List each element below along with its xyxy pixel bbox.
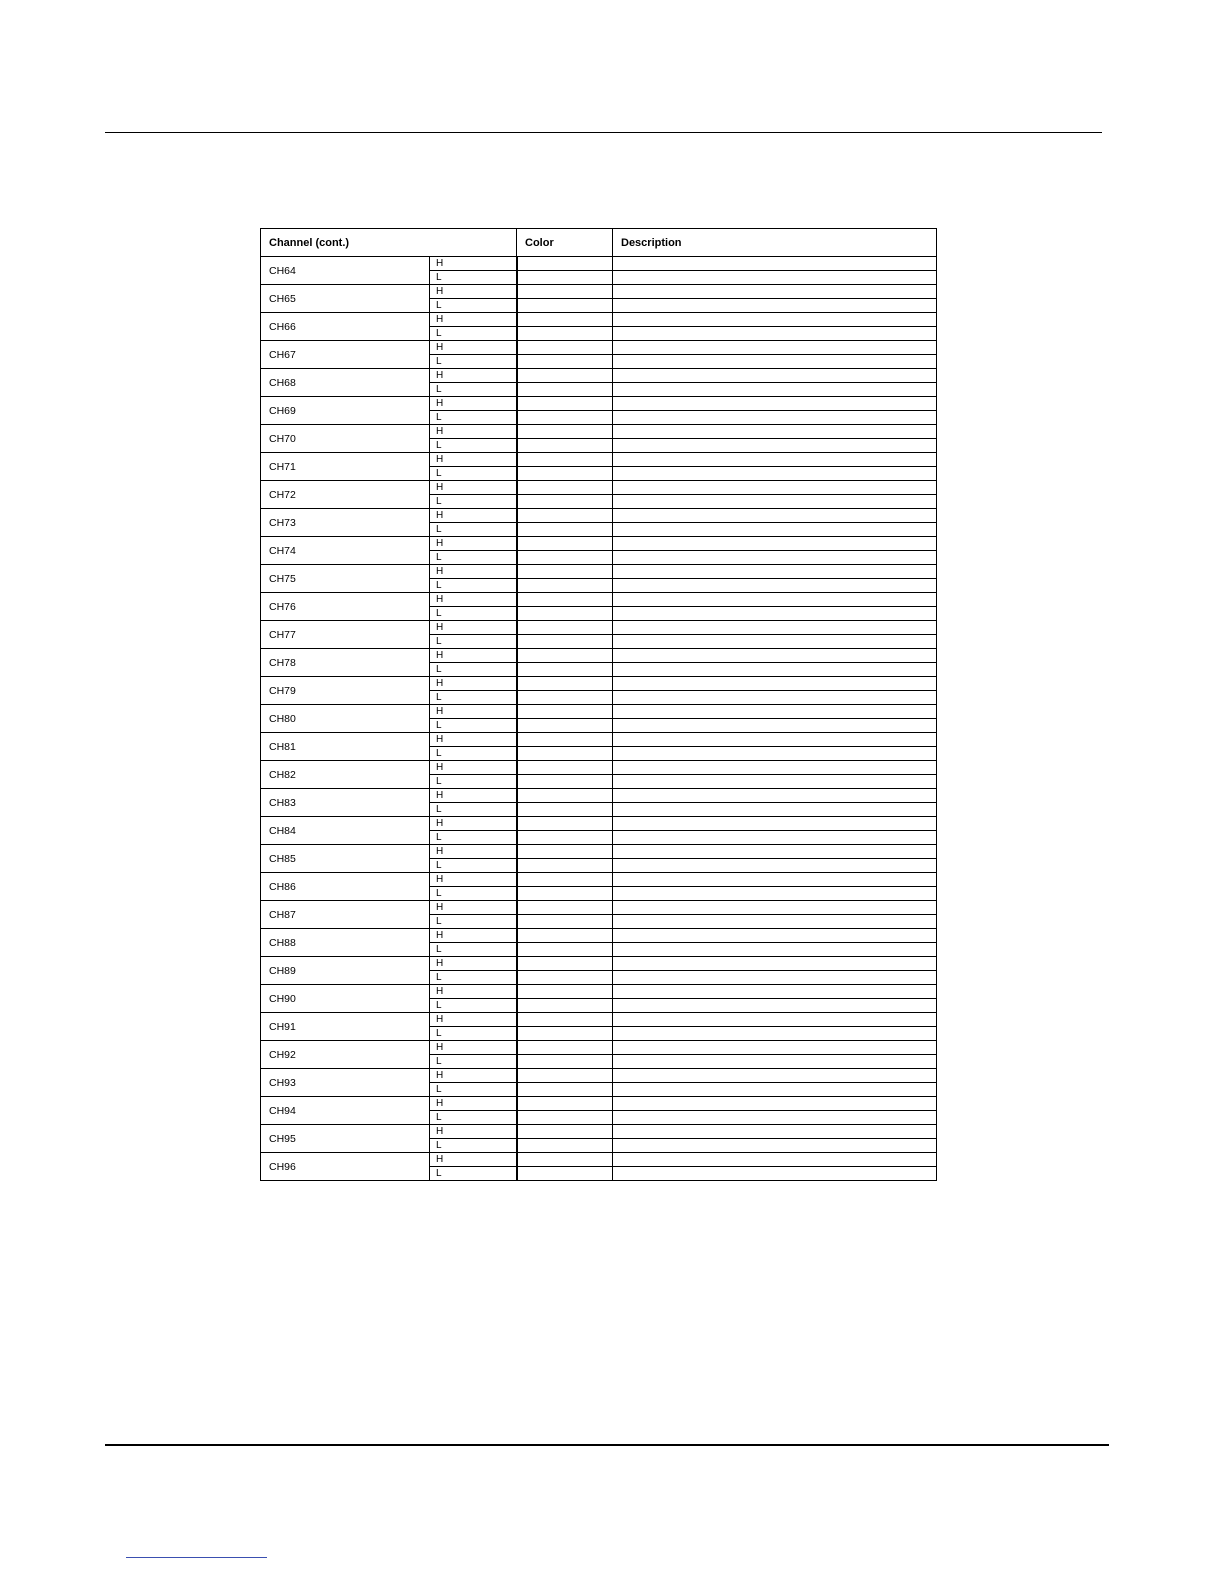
header-rule (105, 132, 1102, 133)
description-cell-high[interactable] (613, 397, 937, 411)
low-label: L (430, 691, 517, 705)
description-cell-high[interactable] (613, 453, 937, 467)
channel-name: CH67 (261, 341, 430, 369)
color-cell-high[interactable] (517, 929, 613, 943)
description-cell-low[interactable] (613, 1027, 937, 1041)
color-cell-low[interactable] (517, 691, 613, 705)
table-row (261, 957, 937, 971)
color-cell-high[interactable] (517, 957, 613, 971)
low-label: L (430, 803, 517, 817)
low-label: L (430, 579, 517, 593)
color-cell-low[interactable] (517, 467, 613, 481)
color-cell-high[interactable] (517, 537, 613, 551)
description-cell-high[interactable] (613, 1069, 937, 1083)
table-row (261, 761, 937, 775)
description-cell-low[interactable] (613, 999, 937, 1013)
table-row (261, 397, 937, 411)
table-row (261, 649, 937, 663)
color-cell-high[interactable] (517, 817, 613, 831)
color-cell-high[interactable] (517, 733, 613, 747)
description-cell-low[interactable] (613, 803, 937, 817)
description-cell-high[interactable] (613, 537, 937, 551)
channel-name: CH88 (261, 929, 430, 957)
color-cell-low[interactable] (517, 411, 613, 425)
color-cell-low[interactable] (517, 1027, 613, 1041)
table-row (261, 341, 937, 355)
high-label: H (430, 845, 517, 859)
color-cell-high[interactable] (517, 369, 613, 383)
description-cell-low[interactable] (613, 775, 937, 789)
low-label: L (430, 271, 517, 285)
channel-name: CH69 (261, 397, 430, 425)
color-cell-high[interactable] (517, 705, 613, 719)
low-label: L (430, 943, 517, 957)
description-cell-high[interactable] (613, 1097, 937, 1111)
description-cell-high[interactable] (613, 481, 937, 495)
table-row (261, 621, 937, 635)
channel-name: CH94 (261, 1097, 430, 1125)
low-label: L (430, 1139, 517, 1153)
color-cell-high[interactable] (517, 621, 613, 635)
color-cell-low[interactable] (517, 663, 613, 677)
description-cell-low[interactable] (613, 831, 937, 845)
description-cell-low[interactable] (613, 383, 937, 397)
color-cell-low[interactable] (517, 1083, 613, 1097)
color-cell-high[interactable] (517, 397, 613, 411)
low-label: L (430, 887, 517, 901)
low-label: L (430, 467, 517, 481)
color-cell-low[interactable] (517, 859, 613, 873)
description-cell-low[interactable] (613, 747, 937, 761)
high-label: H (430, 565, 517, 579)
low-label: L (430, 551, 517, 565)
table-row (261, 1097, 937, 1111)
low-label: L (430, 635, 517, 649)
high-label: H (430, 789, 517, 803)
color-cell-high[interactable] (517, 285, 613, 299)
low-label: L (430, 719, 517, 733)
high-label: H (430, 873, 517, 887)
description-cell-low[interactable] (613, 1139, 937, 1153)
table-row (261, 733, 937, 747)
description-cell-high[interactable] (613, 1041, 937, 1055)
channel-name: CH86 (261, 873, 430, 901)
description-cell-low[interactable] (613, 1055, 937, 1069)
low-label: L (430, 1083, 517, 1097)
description-cell-high[interactable] (613, 1153, 937, 1167)
description-cell-low[interactable] (613, 271, 937, 285)
description-cell-low[interactable] (613, 411, 937, 425)
color-cell-high[interactable] (517, 845, 613, 859)
channel-name: CH82 (261, 761, 430, 789)
color-cell-high[interactable] (517, 565, 613, 579)
color-cell-high[interactable] (517, 341, 613, 355)
description-cell-high[interactable] (613, 285, 937, 299)
description-cell-high[interactable] (613, 1013, 937, 1027)
description-cell-low[interactable] (613, 495, 937, 509)
high-label: H (430, 901, 517, 915)
channel-name: CH74 (261, 537, 430, 565)
color-cell-low[interactable] (517, 607, 613, 621)
channel-name: CH76 (261, 593, 430, 621)
description-cell-high[interactable] (613, 369, 937, 383)
high-label: H (430, 817, 517, 831)
color-cell-high[interactable] (517, 761, 613, 775)
description-cell-low[interactable] (613, 551, 937, 565)
color-cell-low[interactable] (517, 579, 613, 593)
high-label: H (430, 453, 517, 467)
description-cell-high[interactable] (613, 705, 937, 719)
color-cell-high[interactable] (517, 789, 613, 803)
color-cell-high[interactable] (517, 1013, 613, 1027)
color-cell-low[interactable] (517, 635, 613, 649)
description-cell-low[interactable] (613, 299, 937, 313)
table-row (261, 1069, 937, 1083)
color-cell-low[interactable] (517, 1167, 613, 1181)
channel-name: CH72 (261, 481, 430, 509)
high-label: H (430, 1041, 517, 1055)
high-label: H (430, 677, 517, 691)
channel-name: CH96 (261, 1153, 430, 1181)
low-label: L (430, 999, 517, 1013)
high-label: H (430, 285, 517, 299)
description-cell-high[interactable] (613, 425, 937, 439)
channel-name: CH70 (261, 425, 430, 453)
channel-wiring-table (260, 228, 937, 1181)
channel-name: CH64 (261, 257, 430, 285)
color-cell-low[interactable] (517, 551, 613, 565)
high-label: H (430, 761, 517, 775)
high-label: H (430, 705, 517, 719)
color-cell-high[interactable] (517, 1097, 613, 1111)
description-cell-high[interactable] (613, 341, 937, 355)
description-cell-high[interactable] (613, 565, 937, 579)
description-cell-high[interactable] (613, 257, 937, 271)
description-cell-high[interactable] (613, 677, 937, 691)
description-cell-high[interactable] (613, 845, 937, 859)
low-label: L (430, 299, 517, 313)
table-row (261, 481, 937, 495)
color-cell-low[interactable] (517, 1111, 613, 1125)
color-cell-low[interactable] (517, 355, 613, 369)
color-cell-low[interactable] (517, 971, 613, 985)
description-cell-high[interactable] (613, 957, 937, 971)
channel-name: CH65 (261, 285, 430, 313)
low-label: L (430, 355, 517, 369)
description-cell-low[interactable] (613, 327, 937, 341)
color-cell-low[interactable] (517, 887, 613, 901)
color-cell-high[interactable] (517, 1153, 613, 1167)
high-label: H (430, 313, 517, 327)
description-cell-high[interactable] (613, 313, 937, 327)
table-row (261, 537, 937, 551)
channel-column-header: Channel (cont.) (261, 229, 517, 257)
color-cell-high[interactable] (517, 677, 613, 691)
high-label: H (430, 621, 517, 635)
description-cell-low[interactable] (613, 439, 937, 453)
channel-name: CH92 (261, 1041, 430, 1069)
color-cell-low[interactable] (517, 495, 613, 509)
high-label: H (430, 1125, 517, 1139)
table-row (261, 453, 937, 467)
description-cell-low[interactable] (613, 915, 937, 929)
high-label: H (430, 509, 517, 523)
channel-name: CH85 (261, 845, 430, 873)
table-row (261, 369, 937, 383)
low-label: L (430, 411, 517, 425)
channel-name: CH75 (261, 565, 430, 593)
description-cell-low[interactable] (613, 971, 937, 985)
low-label: L (430, 495, 517, 509)
color-cell-low[interactable] (517, 775, 613, 789)
high-label: H (430, 1069, 517, 1083)
color-cell-high[interactable] (517, 481, 613, 495)
channel-name: CH90 (261, 985, 430, 1013)
color-cell-low[interactable] (517, 719, 613, 733)
color-cell-high[interactable] (517, 593, 613, 607)
color-cell-low[interactable] (517, 1139, 613, 1153)
color-cell-low[interactable] (517, 943, 613, 957)
description-cell-high[interactable] (613, 873, 937, 887)
channel-name: CH95 (261, 1125, 430, 1153)
description-cell-high[interactable] (613, 1125, 937, 1139)
low-label: L (430, 915, 517, 929)
color-cell-low[interactable] (517, 999, 613, 1013)
description-cell-low[interactable] (613, 943, 937, 957)
description-cell-high[interactable] (613, 901, 937, 915)
table-row (261, 873, 937, 887)
channel-name: CH93 (261, 1069, 430, 1097)
description-cell-low[interactable] (613, 719, 937, 733)
high-label: H (430, 1153, 517, 1167)
description-cell-high[interactable] (613, 789, 937, 803)
color-cell-high[interactable] (517, 257, 613, 271)
footer-rule (105, 1444, 1109, 1446)
low-label: L (430, 775, 517, 789)
table-row (261, 593, 937, 607)
low-label: L (430, 439, 517, 453)
description-cell-low[interactable] (613, 355, 937, 369)
color-cell-high[interactable] (517, 509, 613, 523)
table-row (261, 509, 937, 523)
low-label: L (430, 1111, 517, 1125)
description-cell-low[interactable] (613, 467, 937, 481)
description-cell-low[interactable] (613, 887, 937, 901)
channel-name: CH80 (261, 705, 430, 733)
color-cell-low[interactable] (517, 803, 613, 817)
table-row (261, 817, 937, 831)
description-cell-high[interactable] (613, 817, 937, 831)
color-cell-high[interactable] (517, 313, 613, 327)
high-label: H (430, 397, 517, 411)
channel-name: CH73 (261, 509, 430, 537)
description-cell-high[interactable] (613, 593, 937, 607)
channel-name: CH87 (261, 901, 430, 929)
color-cell-low[interactable] (517, 383, 613, 397)
channel-name: CH89 (261, 957, 430, 985)
table-header-row (261, 229, 937, 257)
description-cell-high[interactable] (613, 985, 937, 999)
low-label: L (430, 383, 517, 397)
description-cell-high[interactable] (613, 509, 937, 523)
color-column-header: Color (517, 229, 613, 257)
table-row (261, 1153, 937, 1167)
channel-name: CH91 (261, 1013, 430, 1041)
color-cell-high[interactable] (517, 649, 613, 663)
description-cell-low[interactable] (613, 691, 937, 705)
description-cell-low[interactable] (613, 1083, 937, 1097)
channel-name: CH71 (261, 453, 430, 481)
low-label: L (430, 327, 517, 341)
channel-name: CH83 (261, 789, 430, 817)
table-row (261, 929, 937, 943)
color-cell-high[interactable] (517, 985, 613, 999)
color-cell-low[interactable] (517, 831, 613, 845)
table-row (261, 789, 937, 803)
description-column-header: Description (613, 229, 937, 257)
table-body (261, 257, 937, 1181)
description-cell-low[interactable] (613, 1111, 937, 1125)
high-label: H (430, 1097, 517, 1111)
color-cell-low[interactable] (517, 327, 613, 341)
table-row (261, 257, 937, 271)
high-label: H (430, 425, 517, 439)
low-label: L (430, 1055, 517, 1069)
description-cell-high[interactable] (613, 733, 937, 747)
footer-link-underline[interactable] (126, 1557, 267, 1558)
low-label: L (430, 1027, 517, 1041)
high-label: H (430, 369, 517, 383)
high-label: H (430, 257, 517, 271)
high-label: H (430, 1013, 517, 1027)
channel-name: CH81 (261, 733, 430, 761)
high-label: H (430, 481, 517, 495)
high-label: H (430, 929, 517, 943)
channel-name: CH77 (261, 621, 430, 649)
high-label: H (430, 733, 517, 747)
color-cell-low[interactable] (517, 439, 613, 453)
color-cell-low[interactable] (517, 915, 613, 929)
table-row (261, 677, 937, 691)
color-cell-high[interactable] (517, 901, 613, 915)
color-cell-high[interactable] (517, 1125, 613, 1139)
table-row (261, 1041, 937, 1055)
high-label: H (430, 537, 517, 551)
description-cell-high[interactable] (613, 621, 937, 635)
channel-name: CH68 (261, 369, 430, 397)
table-row (261, 985, 937, 999)
table-row (261, 845, 937, 859)
high-label: H (430, 341, 517, 355)
description-cell-low[interactable] (613, 859, 937, 873)
high-label: H (430, 649, 517, 663)
low-label: L (430, 859, 517, 873)
channel-name: CH79 (261, 677, 430, 705)
description-cell-low[interactable] (613, 663, 937, 677)
color-cell-high[interactable] (517, 1069, 613, 1083)
low-label: L (430, 607, 517, 621)
color-cell-low[interactable] (517, 1055, 613, 1069)
description-cell-low[interactable] (613, 523, 937, 537)
channel-name: CH78 (261, 649, 430, 677)
high-label: H (430, 957, 517, 971)
color-cell-high[interactable] (517, 1041, 613, 1055)
description-cell-low[interactable] (613, 579, 937, 593)
description-cell-high[interactable] (613, 929, 937, 943)
low-label: L (430, 523, 517, 537)
low-label: L (430, 1167, 517, 1181)
table-row (261, 425, 937, 439)
color-cell-low[interactable] (517, 299, 613, 313)
description-cell-low[interactable] (613, 1167, 937, 1181)
channel-name: CH66 (261, 313, 430, 341)
high-label: H (430, 985, 517, 999)
table-row (261, 565, 937, 579)
color-cell-high[interactable] (517, 873, 613, 887)
color-cell-low[interactable] (517, 523, 613, 537)
description-cell-low[interactable] (613, 635, 937, 649)
table-row (261, 705, 937, 719)
low-label: L (430, 747, 517, 761)
low-label: L (430, 971, 517, 985)
table-row (261, 1013, 937, 1027)
high-label: H (430, 593, 517, 607)
description-cell-high[interactable] (613, 649, 937, 663)
low-label: L (430, 831, 517, 845)
color-cell-low[interactable] (517, 747, 613, 761)
description-cell-low[interactable] (613, 607, 937, 621)
color-cell-low[interactable] (517, 271, 613, 285)
low-label: L (430, 663, 517, 677)
channel-name: CH84 (261, 817, 430, 845)
color-cell-high[interactable] (517, 453, 613, 467)
table-row (261, 1125, 937, 1139)
table-row (261, 285, 937, 299)
description-cell-high[interactable] (613, 761, 937, 775)
table-row (261, 901, 937, 915)
color-cell-high[interactable] (517, 425, 613, 439)
table-row (261, 313, 937, 327)
